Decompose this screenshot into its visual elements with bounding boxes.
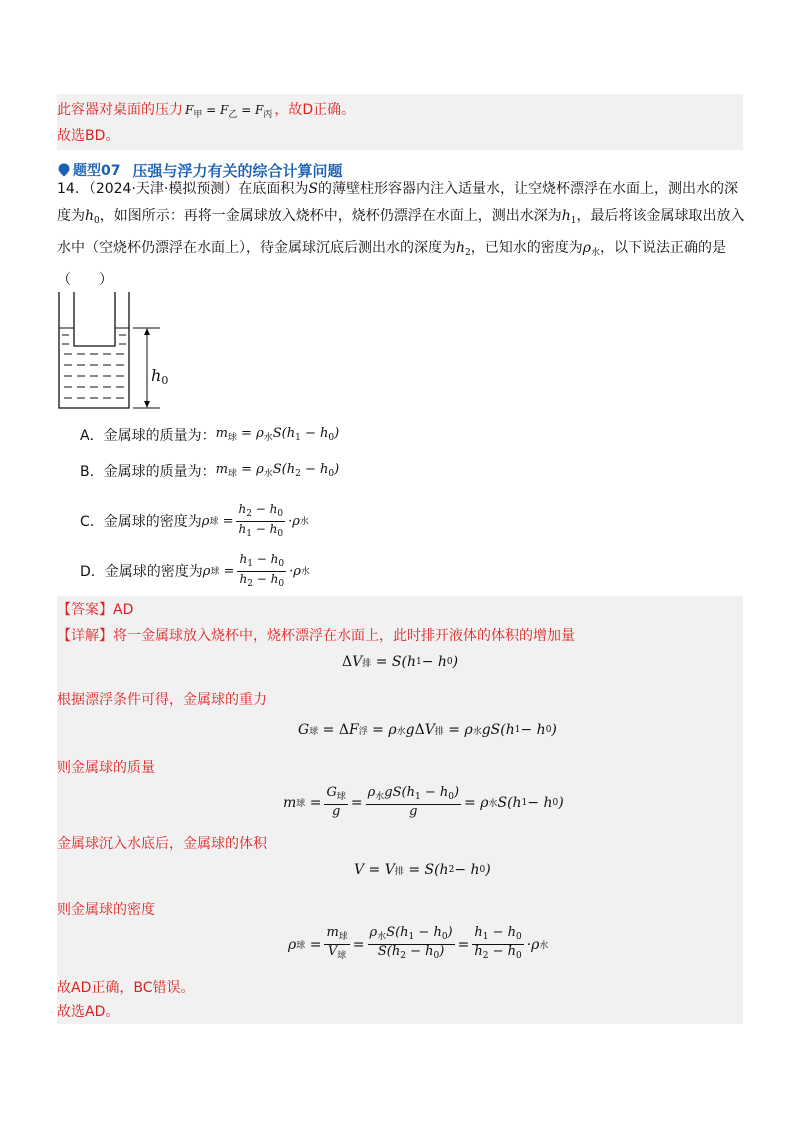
question-text	[57, 176, 747, 294]
question-part4: ，最后将该金属球取出放入水中（空烧杯仍漂浮在水面上），待金属球沉底后测出水的深度为	[57, 208, 745, 256]
option-b-text: 金属球的质量为：	[103, 464, 216, 480]
equation-4: V = V 排 = S(h 2 − h 0 )	[354, 862, 491, 878]
container-figure	[55, 290, 185, 415]
step-2: 根据漂浮条件可得，金属球的重力	[57, 692, 267, 708]
step-4: 金属球沉入水底后，金属球的体积	[57, 836, 267, 852]
var-rho: $\rho_水$	[582, 240, 601, 258]
previous-answer-line2: 故选BD。	[57, 128, 120, 144]
var-h0: $h_0$	[85, 208, 100, 226]
question-part3: ，如图所示：再将一金属球放入烧杯中，烧杯仍漂浮在水面上，测出水深为	[99, 208, 562, 224]
option-c[interactable]	[80, 502, 309, 541]
option-d-text: 金属球的密度为	[104, 563, 203, 580]
option-b-formula: $m_球 = \rho_水S(h_2 - h_0)$	[215, 462, 340, 479]
option-a[interactable]	[80, 424, 339, 448]
detail-intro: 将一金属球放入烧杯中，烧杯漂浮在水面上，此时排开液体的体积的增加量	[113, 628, 575, 644]
question-part5: ，已知水的密度为	[470, 240, 583, 256]
equation-2: G 球 = Δ F 浮 = ρ 水 g Δ V 排 = ρ 水 gS(h 1 − h 0 )	[298, 722, 557, 738]
figure-h0-label: $h_0$	[151, 366, 169, 387]
option-b-letter: B．	[80, 464, 104, 480]
conclusion: 故AD正确，BC错误。	[57, 980, 195, 996]
answer-value: AD	[113, 602, 134, 618]
option-d[interactable]	[80, 552, 310, 591]
question-part2: 的薄壁柱形容器内注入适量水，让空烧杯漂浮在水面上，测出水的深度为	[57, 181, 738, 224]
equation-1: Δ V 排 = S(h 1 − h 0 )	[342, 654, 459, 670]
answer-label: 【答案】	[57, 602, 113, 618]
prev-line1-suffix: ，故D正确。	[274, 102, 356, 118]
option-d-formula: ρ 球 = $\frac{h_1 - h_0}{h_2 - h_0}$ ·ρ 水	[202, 552, 310, 589]
option-d-letter: D．	[80, 563, 105, 580]
option-a-text: 金属球的质量为：	[103, 428, 216, 444]
detail-line	[57, 626, 575, 646]
option-a-formula: $m_球 = \rho_水S(h_1 - h_0)$	[215, 426, 340, 443]
detail-label: 【详解】	[57, 628, 113, 644]
question-part6: ，以下说法正确的是（ ）	[57, 240, 727, 288]
option-c-text: 金属球的密度为	[103, 513, 202, 530]
question-number: 14．	[57, 181, 89, 197]
option-b[interactable]	[80, 460, 339, 484]
answer-line	[57, 600, 133, 620]
question-part1: （2024·天津·模拟预测）在底面积为	[88, 181, 309, 197]
var-S: S	[308, 181, 318, 197]
previous-answer-line1	[57, 100, 355, 125]
prev-line1-prefix: 此容器对桌面的压力	[57, 102, 183, 118]
step-5: 则金属球的密度	[57, 902, 155, 918]
section-label: 题型07	[73, 163, 121, 179]
option-a-letter: A．	[80, 428, 104, 444]
option-c-letter: C．	[80, 513, 104, 530]
final-answer: 故选AD。	[57, 1004, 120, 1020]
equation-5: ρ 球 = $\frac{m_球}{V_球}$ = $\frac{\rho_水S(h_1 - h_0)}{S(h_2 - h_0)}$ = $\frac{h_1 - h_0}{h_2 - h_0}$ ·ρ 水	[288, 925, 549, 961]
section-title: 压强与浮力有关的综合计算问题	[132, 161, 343, 180]
var-h1: $h_1$	[561, 208, 577, 226]
location-pin-icon	[57, 163, 71, 177]
step-3: 则金属球的质量	[57, 760, 155, 776]
equation-3: m 球 = $\frac{G_球}{g}$ = $\frac{\rho_水gS(h_1 - h_0)}{g}$ = ρ 水 S(h 1 − h 0 )	[283, 785, 564, 819]
option-c-formula: ρ 球 = $\frac{h_2 - h_0}{h_1 - h_0}$ ·ρ 水	[201, 502, 309, 539]
var-h2: $h_2$	[456, 240, 471, 258]
prev-line1-formula: $F_甲 = F_乙 = F_丙$	[185, 103, 273, 120]
